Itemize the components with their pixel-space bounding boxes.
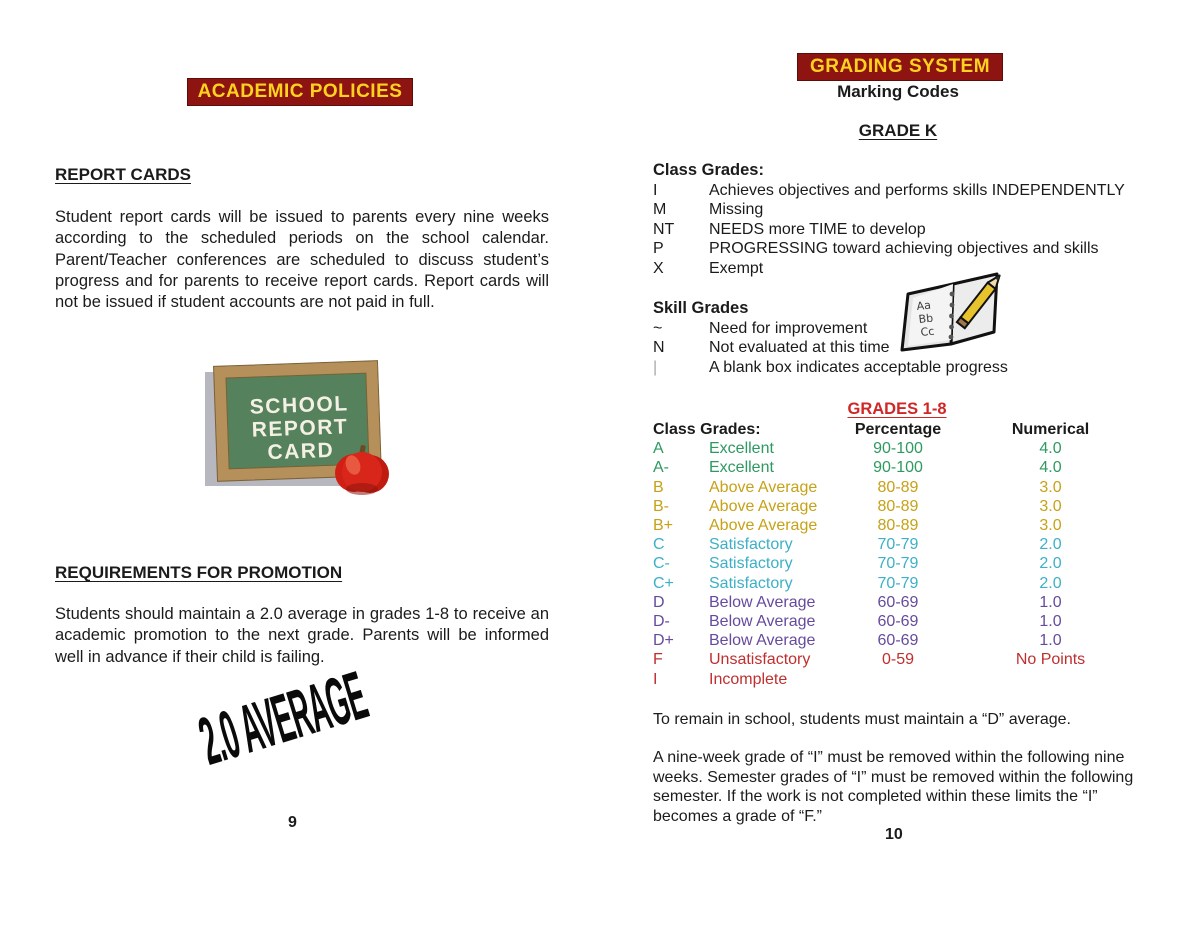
grade-numerical: No Points xyxy=(1015,651,1086,669)
grade-row xyxy=(653,516,1134,535)
code-description: PROGRESSING toward achieving objectives and skills xyxy=(709,240,1099,258)
grade-row xyxy=(653,650,1134,669)
code-symbol: ~ xyxy=(653,320,663,337)
grade-letter: B xyxy=(653,478,664,496)
apple-icon xyxy=(332,443,392,502)
grade-description: Above Average xyxy=(709,517,818,535)
grade-description: Incomplete xyxy=(709,670,788,688)
grade-row xyxy=(653,554,1134,573)
grade-percentage: 60-69 xyxy=(877,632,919,650)
grade-letter: B- xyxy=(653,497,669,515)
grade-percentage: 80-89 xyxy=(877,517,919,535)
grade-description: Satisfactory xyxy=(709,574,793,592)
code-description: Achieves objectives and performs skills INDEPENDENTLY xyxy=(709,182,1125,199)
code-symbol: P xyxy=(653,240,664,258)
grade-description: Below Average xyxy=(709,632,816,650)
grade-description: Below Average xyxy=(709,613,816,631)
notebook-pencil-icon xyxy=(893,262,1007,361)
grade-letter: A- xyxy=(653,459,669,477)
grade-k-heading: GRADE K xyxy=(858,121,938,140)
grade-numerical: 2.0 xyxy=(1039,574,1062,592)
grade-percentage: 90-100 xyxy=(873,440,923,458)
class-grade-row xyxy=(653,220,1153,239)
grade-percentage: 60-69 xyxy=(877,593,919,611)
grade-row xyxy=(653,478,1134,497)
grade-percentage: 60-69 xyxy=(877,613,919,631)
grade-description: Satisfactory xyxy=(709,536,793,554)
code-description: Exempt xyxy=(709,259,764,277)
chalkboard-line: REPORT xyxy=(251,414,349,442)
chalkboard-line: CARD xyxy=(267,438,335,464)
grade-row xyxy=(653,497,1134,516)
code-description: A blank box indicates acceptable progress xyxy=(709,358,1008,376)
report-cards-heading: REPORT CARDS xyxy=(55,165,192,184)
code-symbol: | xyxy=(653,358,658,376)
grade-numerical: 1.0 xyxy=(1039,632,1062,650)
grading-system-banner: GRADING SYSTEM xyxy=(797,53,1003,81)
svg-text:Bb: Bb xyxy=(917,311,934,326)
page-number-9: 9 xyxy=(288,814,297,831)
grades-table-rows xyxy=(653,439,1134,689)
grade-numerical: 2.0 xyxy=(1039,536,1062,554)
grades-1-8-table xyxy=(653,420,1134,689)
class-grade-row xyxy=(653,239,1153,258)
grade-letter: D- xyxy=(653,613,670,631)
grade-row xyxy=(653,670,1134,689)
promotion-heading: REQUIREMENTS FOR PROMOTION xyxy=(55,563,343,582)
word-art-2-0-average: 2.0 AVERAGE xyxy=(191,658,375,781)
grade-description: Below Average xyxy=(709,593,816,611)
incomplete-grade-paragraph: A nine-week grade of “I” must be removed within the following nine weeks. Semester grades of “I” must be removed within the following semester. If the work is not completed within these limits the “I” becomes a grade of “F.” xyxy=(653,749,1134,825)
col-header-numerical: Numerical xyxy=(1011,421,1090,438)
grade-description: Satisfactory xyxy=(709,555,793,573)
grade-row xyxy=(653,631,1134,650)
grade-percentage: 70-79 xyxy=(877,536,919,554)
code-symbol: N xyxy=(653,339,665,357)
code-symbol: I xyxy=(653,182,658,199)
grade-row xyxy=(653,439,1134,458)
grade-description: Unsatisfactory xyxy=(709,651,811,669)
marking-codes-subtitle: Marking Codes xyxy=(837,82,959,101)
grade-percentage: 70-79 xyxy=(877,555,919,573)
chalkboard-line: SCHOOL xyxy=(249,391,349,419)
grade-numerical: 4.0 xyxy=(1039,440,1062,458)
grade-letter: D xyxy=(653,593,665,611)
grade-description: Excellent xyxy=(709,440,774,458)
code-description: Not evaluated at this time xyxy=(709,339,890,357)
grade-percentage: 80-89 xyxy=(877,478,919,496)
grade-numerical: 3.0 xyxy=(1039,478,1062,496)
report-cards-paragraph: Student report cards will be issued to parents every nine weeks according to the scheduled periods on the school calendar. Parent/Teacher conferences are scheduled to discuss student’s progress and for parents to receive report cards. Report cards will not be issued if student accounts are not paid in full. xyxy=(55,208,549,312)
academic-policies-banner: ACADEMIC POLICIES xyxy=(187,78,413,106)
grade-percentage: 70-79 xyxy=(877,574,919,592)
grade-description: Above Average xyxy=(709,497,818,515)
class-grade-row xyxy=(653,181,1153,200)
code-symbol: X xyxy=(653,259,664,277)
code-symbol: M xyxy=(653,201,667,219)
grade-row xyxy=(653,458,1134,477)
grade-numerical xyxy=(967,670,1134,689)
grade-letter: C- xyxy=(653,555,670,573)
col-header-class-grades: Class Grades: xyxy=(653,421,761,438)
grade-numerical: 3.0 xyxy=(1039,497,1062,515)
col-header-percentage: Percentage xyxy=(854,421,942,438)
grade-percentage: 0-59 xyxy=(881,651,915,669)
grade-percentage: 80-89 xyxy=(877,497,919,515)
grade-row xyxy=(653,574,1134,593)
grade-percentage: 90-100 xyxy=(873,459,923,477)
grades-1-8-heading: GRADES 1-8 xyxy=(847,400,947,418)
grade-row xyxy=(653,593,1134,612)
code-description: Missing xyxy=(709,201,764,219)
code-symbol: NT xyxy=(653,220,675,238)
grade-numerical: 3.0 xyxy=(1039,517,1062,535)
skill-grades-heading: Skill Grades xyxy=(653,299,749,317)
grade-letter: C xyxy=(653,536,665,554)
page-number-10: 10 xyxy=(885,826,903,843)
grade-numerical: 1.0 xyxy=(1039,593,1062,611)
svg-text:Cc: Cc xyxy=(919,324,935,339)
grade-row xyxy=(653,612,1134,631)
grade-numerical: 1.0 xyxy=(1039,613,1062,631)
grade-letter: D+ xyxy=(653,632,674,650)
promotion-paragraph: Students should maintain a 2.0 average in grades 1-8 to receive an academic promotion to the next grade. Parents will be informed well in advance if their child is failing. xyxy=(55,605,549,666)
grade-percentage xyxy=(829,670,967,689)
class-grades-heading: Class Grades: xyxy=(653,161,764,179)
grade-letter: C+ xyxy=(653,574,674,592)
grade-description: Above Average xyxy=(709,478,818,496)
grade-numerical: 4.0 xyxy=(1039,459,1062,477)
school-report-card-image xyxy=(212,362,388,494)
grade-numerical: 2.0 xyxy=(1039,555,1062,573)
grade-letter: I xyxy=(653,670,658,688)
code-description: NEEDS more TIME to develop xyxy=(709,220,926,238)
grades-table-header xyxy=(653,420,1134,439)
svg-text:Aa: Aa xyxy=(915,298,932,313)
grade-row xyxy=(653,535,1134,554)
grade-description: Excellent xyxy=(709,459,774,477)
d-average-paragraph: To remain in school, students must maintain a “D” average. xyxy=(653,711,1071,728)
class-grade-row xyxy=(653,200,1153,219)
code-description: Need for improvement xyxy=(709,320,868,337)
grade-letter: A xyxy=(653,440,664,458)
grade-letter: B+ xyxy=(653,517,674,535)
grade-letter: F xyxy=(653,651,663,669)
